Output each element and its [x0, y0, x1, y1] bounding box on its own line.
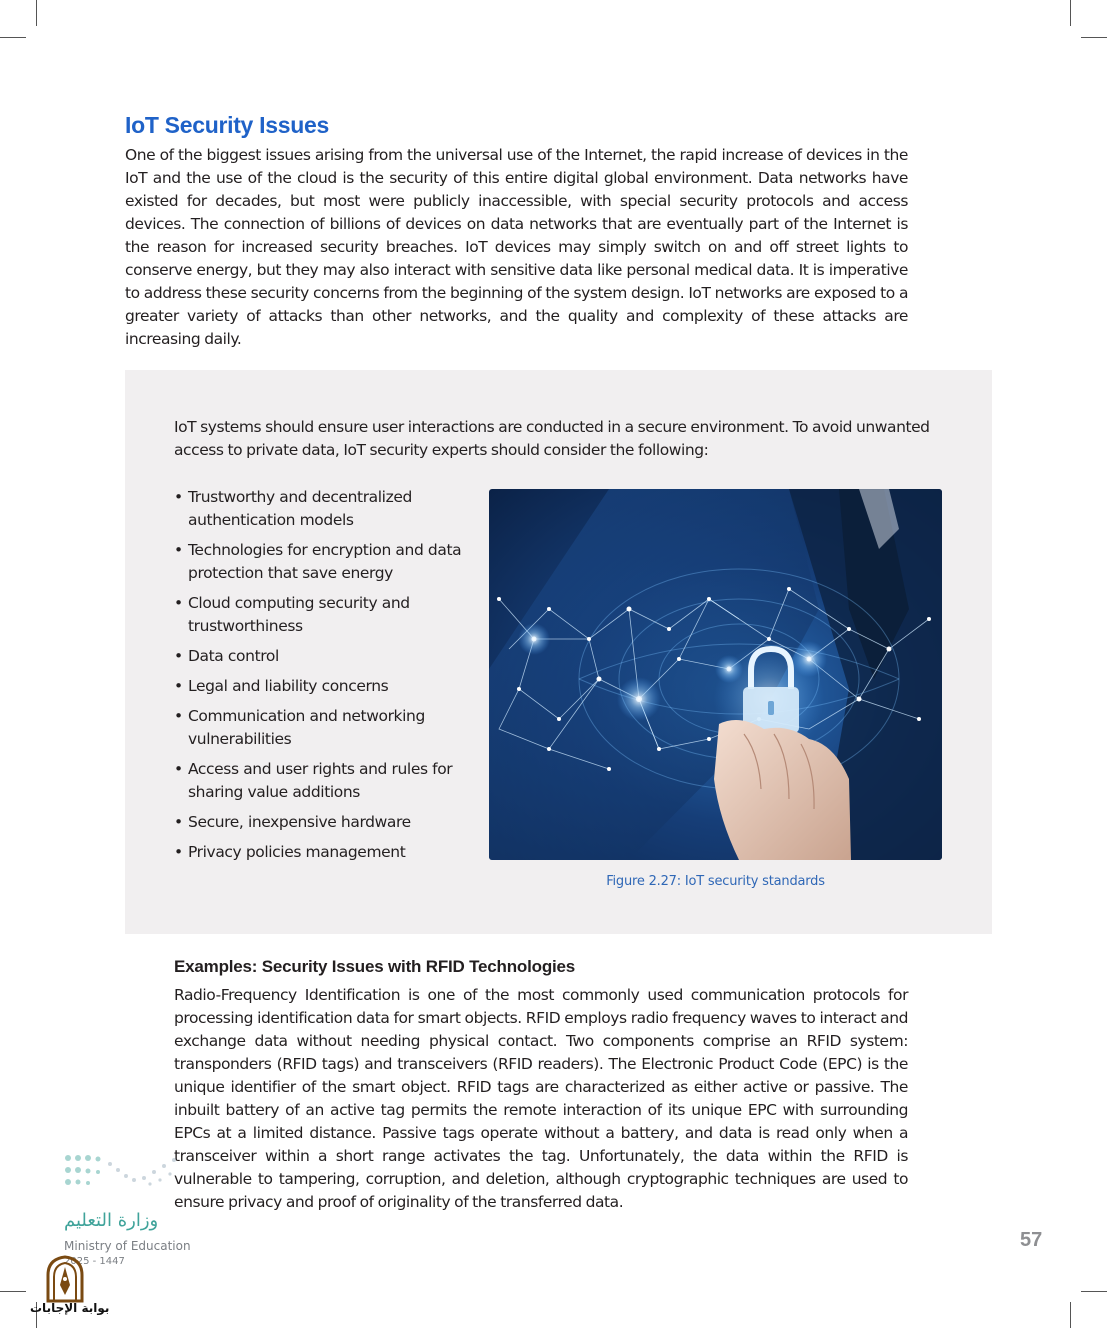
- logo-arabic-text: وزارة التعليم: [64, 1210, 159, 1231]
- security-lock-photo: [489, 489, 942, 860]
- info-box: [125, 370, 992, 934]
- logo-year-text: 2025 - 1447: [64, 1256, 125, 1267]
- list-item: [174, 758, 464, 804]
- rfid-paragraph: Radio-Frequency Identification is one of the most commonly used communication protocols for processing identification data for smart objects. RFID employs radio frequency waves to interact and exchange data without needing physical contact. Two components comprise an RFID system: transponders (RFID tags) and transceivers (RFID readers). The Electronic Product Code (EPC) is the unique identifier of the smart object. RFID tags are characterized as either active or passive. The inbuilt battery of an active tag permits the remote interaction of its unique EPC with surrounding EPCs at a limited distance. Passive tags operate without a battery, and data is read only when a transceiver within a short range activates the tag. Unfortunately, the data within the RFID is vulnerable to tampering, corruption, and deletion, although cryptographic techniques are used to ensure privacy and proof of originality of the transferred data.: [174, 986, 908, 1211]
- crop-mark: [1081, 37, 1107, 38]
- page-number: 57: [1020, 1229, 1043, 1251]
- list-item: [174, 539, 464, 585]
- crop-mark: [36, 0, 37, 26]
- bullet: •: [174, 707, 183, 725]
- bullet: •: [174, 488, 183, 506]
- crop-mark: [1081, 1291, 1107, 1292]
- list-item-text: Access and user rights and rules for sharing value additions: [188, 760, 453, 801]
- security-network-illustration: [489, 489, 942, 860]
- crop-mark: [1070, 0, 1071, 26]
- examples-heading: Examples: Security Issues with RFID Technologies: [174, 957, 576, 976]
- list-item-text: Technologies for encryption and data protection that save energy: [188, 541, 462, 582]
- bullet: •: [174, 843, 183, 861]
- list-item-text: Legal and liability concerns: [188, 677, 389, 695]
- list-item: [174, 705, 464, 751]
- list-item: [174, 645, 464, 668]
- crop-mark: [1070, 1302, 1071, 1328]
- list-item: [174, 841, 464, 864]
- list-item-text: Trustworthy and decentralized authentication models: [188, 488, 412, 529]
- list-item-text: Privacy policies management: [188, 843, 406, 861]
- list-item: [174, 486, 464, 532]
- bullet: •: [174, 647, 183, 665]
- bullet: •: [174, 813, 183, 831]
- box-intro-text: IoT systems should ensure user interactions are conducted in a secure environment. To avoid unwanted access to private data, IoT security experts should consider the following:: [174, 418, 930, 459]
- figure-caption: Figure 2.27: IoT security standards: [606, 874, 825, 889]
- crop-mark: [0, 1291, 26, 1292]
- watermark-emblem-icon: [44, 1255, 86, 1303]
- list-item: [174, 675, 464, 698]
- crop-mark: [0, 37, 26, 38]
- watermark-text: بوابة الإجابات: [30, 1301, 110, 1315]
- list-item: [174, 811, 464, 834]
- section-title: IoT Security Issues: [125, 112, 329, 138]
- bullet: •: [174, 760, 183, 778]
- bullet: •: [174, 541, 183, 559]
- bullet: •: [174, 677, 183, 695]
- intro-paragraph: One of the biggest issues arising from the universal use of the Internet, the rapid increase of devices in the IoT and the use of the cloud is the security of this entire digital global environment. Data networks have existed for decades, but most were publicly inaccessible, with special security protocols and access devices. The connection of billions of devices on data networks that are eventually part of the Internet is the reason for increased security breaches. IoT devices may simply switch on and off street lights to conserve energy, but they may also interact with sensitive data like personal medical data. It is imperative to address these security concerns from the beginning of the system design. IoT networks are exposed to a greater variety of attacks than other networks, and the quality and complexity of these attacks are increasing daily.: [125, 146, 908, 348]
- bullet: •: [174, 594, 183, 612]
- logo-english-text: Ministry of Education: [64, 1239, 191, 1253]
- list-item-text: Communication and networking vulnerabilities: [188, 707, 425, 748]
- list-item-text: Secure, inexpensive hardware: [188, 813, 411, 831]
- list-item: [174, 592, 464, 638]
- list-item-text: Cloud computing security and trustworthiness: [188, 594, 410, 635]
- list-item-text: Data control: [188, 647, 279, 665]
- considerations-list: [174, 486, 464, 871]
